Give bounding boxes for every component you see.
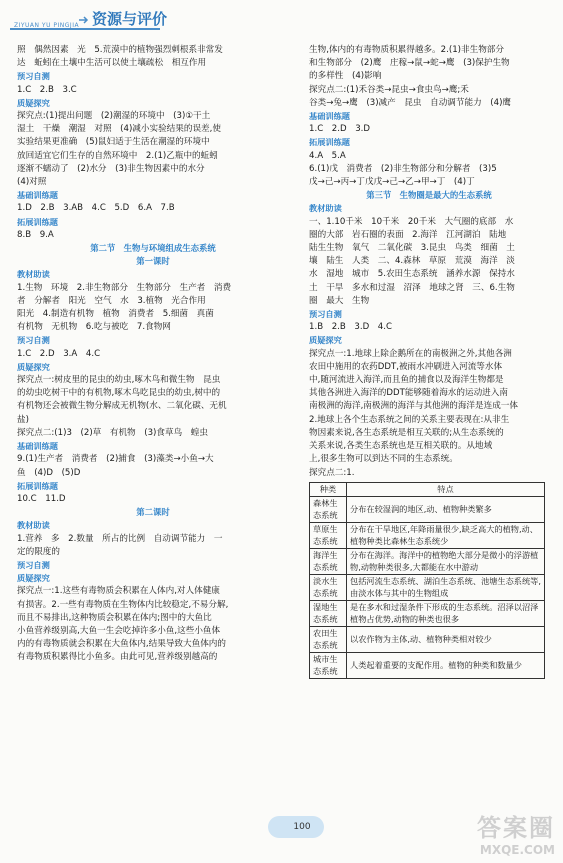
text-line: 定的限度的 xyxy=(17,546,60,557)
text-line: 和生物部分 (2)鹰 庄稼→鼠→蛇→鹰 (3)保护生物 xyxy=(309,58,510,69)
label-zhiyi: 质疑探究 xyxy=(17,361,50,372)
text-line: 的幼虫吃树干中的有机物,啄木鸟吃昆虫的幼虫,树中的 xyxy=(17,388,221,399)
text-line: 圈 最大 生物 xyxy=(309,295,370,306)
table-row xyxy=(310,575,545,601)
label-yuxi: 预习自测 xyxy=(17,335,50,346)
label-tuozhan: 拓展训练题 xyxy=(309,137,350,148)
text-line: 内的有毒物质就会积累在大鱼体内,结果导致大鱼体内的 xyxy=(17,639,226,650)
ecosystem-table xyxy=(309,482,545,680)
text-line: 的多样性 (4)影响 xyxy=(309,71,382,82)
text-line: 探究点二:(1)3 (2)草 有机物 (3)食草鸟 蝗虫 xyxy=(17,427,208,438)
label-jiaocai: 教材助读 xyxy=(17,520,50,531)
text-line: 陆生生物 氧气 二氧化碳 3.昆虫 鸟类 细菌 土 xyxy=(309,243,515,254)
text-line: 达 蚯蚓在土壤中生活可以使土壤疏松 相互作用 xyxy=(17,58,207,69)
label-zhiyi: 质疑探究 xyxy=(17,573,50,584)
table-header-feature: 特点 xyxy=(347,482,545,497)
text-line: 探究点二:1. xyxy=(309,467,355,478)
table-cell-feature: 人类起着重要的支配作用。植物的种类和数量少 xyxy=(347,653,545,679)
table-row xyxy=(310,653,545,679)
table-cell-feature: 以农作物为主体,动、植物种类相对较少 xyxy=(347,627,545,653)
left-column xyxy=(17,44,289,665)
label-jiaocai: 教材助读 xyxy=(17,269,50,280)
text-line: 探究点:(1)提出问题 (2)潮湿的环境中 (3)①干土 xyxy=(17,111,211,122)
text-line: 南极洲的海洋,南极洲的海洋与其他洲的海洋是连成一体 xyxy=(309,401,518,412)
text-line: 水 湿地 城市 5.农田生态系统 涵养水源 保持水 xyxy=(309,269,515,280)
text-line: 谷类→兔→鹰 (3)减产 昆虫 自动调节能力 (4)鹰 xyxy=(309,97,512,108)
table-cell-feature: 是在多水和过湿条件下形成的生态系统。沼泽以沼泽植物占优势,动物的种类也很多 xyxy=(347,601,545,627)
table-cell-feature: 分布在较湿润的地区,动、植物种类繁多 xyxy=(347,497,545,523)
page-number: 100 xyxy=(293,822,311,832)
text-line: 中,随河流进入海洋,而且鱼的捕食以及海洋生物都是 xyxy=(309,375,504,386)
answer-line: 1.C 2.B 3.C xyxy=(17,84,77,95)
left-intro xyxy=(17,44,289,70)
table-row xyxy=(310,497,545,523)
text-line: 探究点一:1.这些有毒物质会积累在人体内,对人体健康 xyxy=(17,586,220,597)
label-zhiyi: 质疑探究 xyxy=(17,97,50,108)
header-small-text: ZIYUAN YU PINGJIA xyxy=(14,22,80,29)
text-line: 实验结果更准确 (5)鼠妇适于生活在潮湿的环境中 xyxy=(17,137,210,148)
answer-line: 4.A 5.A xyxy=(309,150,346,161)
text-line: 盐) xyxy=(17,414,29,425)
watermark xyxy=(477,808,555,857)
table-cell-kind: 森林生态系统 xyxy=(310,497,347,523)
section-subtitle: 第二课时 xyxy=(136,507,170,518)
table-cell-kind: 淡水生态系统 xyxy=(310,575,347,601)
section-title: 第二节 生物与环境组成生态系统 xyxy=(90,243,216,254)
arrow-icon xyxy=(78,14,90,26)
answer-line: 1.C 2.D 3.A 4.C xyxy=(17,348,101,359)
text-line: 者 分解者 阳光 空气 水 3.植物 光合作用 xyxy=(17,295,206,306)
answer-line: 10.C 11.D xyxy=(17,493,66,504)
label-jichu: 基础训练题 xyxy=(17,190,58,201)
text-line: 物因素来说,各生态系统是相互关联的;从生态系统的 xyxy=(309,427,504,438)
answer-line: 1.C 2.D 3.D xyxy=(309,124,371,135)
text-line: 关系来说,各类生态系统也是互相关联的。从地域 xyxy=(309,441,493,452)
label-yuxi: 预习自测 xyxy=(309,309,342,320)
text-line: (4)对照 xyxy=(17,177,47,188)
label-jiaocai: 教材助读 xyxy=(309,203,342,214)
table-row xyxy=(310,627,545,653)
text-line: 探究点一:树皮里的昆虫的幼虫,啄木鸟和微生物 昆虫 xyxy=(17,375,221,386)
text-line: 阳光 4.制造有机物 植物 消费者 5.细菌 真菌 xyxy=(17,309,214,320)
answer-line: 9.(1)生产者 消费者 (2)捕食 (3)藻类→小鱼→大 xyxy=(17,454,214,465)
text-line: 探究点一:1.地球上除企鹅所在的南极洲之外,其他各洲 xyxy=(309,348,512,359)
answer-line: 戊→己→丙→丁戊戊→己→乙→甲→丁 (4)丁 xyxy=(309,177,475,188)
text-line: 探究点二:(1)禾谷类→昆虫→食虫鸟→鹰;禾 xyxy=(309,84,469,95)
label-jichu: 基础训练题 xyxy=(17,441,58,452)
text-line: 土 干旱 多水和过湿 沼泽 地球之肾 三、6.生物 xyxy=(309,282,515,293)
page-header xyxy=(0,0,563,40)
label-yuxi: 预习自测 xyxy=(17,559,50,570)
text-line: 壤 陆生 人类 二、4.森林 草原 荒漠 海洋 淡 xyxy=(309,256,515,267)
header-title: 资源与评价 xyxy=(92,10,168,28)
table-cell-kind: 农田生态系统 xyxy=(310,627,347,653)
answer-line: 8.B 9.A xyxy=(17,229,54,240)
table-header-row xyxy=(310,482,545,497)
answer-line: 1.D 2.B 3.AB 4.C 5.D 6.A 7.B xyxy=(17,203,175,214)
text-line: 生物,体内的有毒物质积累得越多。2.(1)非生物部分 xyxy=(309,45,504,55)
text-line: 湿土 干燥 潮湿 对照 (4)减小实验结果的误差,使 xyxy=(17,124,221,135)
table-cell-kind: 城市生态系统 xyxy=(310,653,347,679)
table-cell-kind: 海洋生态系统 xyxy=(310,549,347,575)
table-cell-feature: 包括河流生态系统、湖泊生态系统、池塘生态系统等,由淡水体与其中的生物组成 xyxy=(347,575,545,601)
answer-line: 鱼 (4)D (5)D xyxy=(17,467,81,478)
text-line: 有机物还会被微生物分解成无机物(水、二氧化碳、无机 xyxy=(17,401,227,412)
text-line: 小鱼营养级别高,大鱼一生会吃掉许多小鱼,这些小鱼体 xyxy=(17,625,221,636)
text-line: 有损害。2.一些有毒物质在生物体内比较稳定,不易分解, xyxy=(17,599,229,610)
text-line: 其他各洲进入海洋的DDT能够随着海水的运动进入南 xyxy=(309,388,508,399)
watermark-url: MXQE.COM xyxy=(479,843,555,857)
table-cell-feature: 分布在干旱地区,年降雨量很少,缺乏高大的植物,动、植物种类比森林生态系统少 xyxy=(347,523,545,549)
table-row xyxy=(310,523,545,549)
text-line: 圈的大部 岩石圈的表面 2.海洋 江河湖泊 陆地 xyxy=(309,229,507,240)
text-line: 有毒物质积累得比小鱼多。由此可见,营养级别越高的 xyxy=(17,652,218,663)
text-line: 放回适宜它们生存的自然环境中 2.(1)乙瓶中的蚯蚓 xyxy=(17,150,218,161)
text-line: 逐渐不蠕动了 (2)水分 (3)非生物因素中的水分 xyxy=(17,163,205,174)
label-zhiyi: 质疑探究 xyxy=(309,335,342,346)
text-line: 上,很多生物可以到达不同的生态系统。 xyxy=(309,454,458,465)
text-line: 农田中施用的农药DDT,被雨水冲刷进入河流等水体 xyxy=(309,361,503,372)
table-row xyxy=(310,601,545,627)
watermark-logo-text: 答案圈 xyxy=(477,814,555,842)
text-line: 一、1.10千米 10千米 20千米 大气圈的底部 水 xyxy=(309,216,514,227)
table-cell-feature: 分布在海洋。海洋中的植物绝大部分是微小的浮游植物,动物种类很多,大都能在水中游动 xyxy=(347,549,545,575)
table-cell-kind: 草原生态系统 xyxy=(310,523,347,549)
section-title: 第三节 生物圈是最大的生态系统 xyxy=(366,190,492,201)
table-header-kind: 种类 xyxy=(310,482,347,497)
text-line: 照 偶然因素 光 5.荒漠中的植物强烈刺根系非常发 xyxy=(17,45,223,55)
text-line: 有机物 无机物 6.吃与被吃 7.食物网 xyxy=(17,322,171,333)
text-line: 2.地球上各个生态系统之间的关系主要表现在:从非生 xyxy=(309,414,510,425)
text-line: 而且不易排出,这种物质会积累在体内;图中的大鱼比 xyxy=(17,612,212,623)
right-column xyxy=(309,44,549,679)
table-row xyxy=(310,549,545,575)
answer-line: 1.B 2.B 3.D 4.C xyxy=(309,322,392,333)
label-yuxi: 预习自测 xyxy=(17,71,50,82)
section-subtitle: 第一课时 xyxy=(136,256,170,267)
label-tuozhan: 拓展训练题 xyxy=(17,216,58,227)
table-cell-kind: 湿地生态系统 xyxy=(310,601,347,627)
text-line: 1.生物 环境 2.非生物部分 生物部分 生产者 消费 xyxy=(17,282,232,293)
label-tuozhan: 拓展训练题 xyxy=(17,480,58,491)
label-jichu: 基础训练题 xyxy=(309,111,350,122)
answer-line: 6.(1)戊 消费者 (2)非生物部分和分解者 (3)5 xyxy=(309,163,497,174)
text-line: 1.营养 多 2.数量 所占的比例 自动调节能力 一 xyxy=(17,533,223,544)
